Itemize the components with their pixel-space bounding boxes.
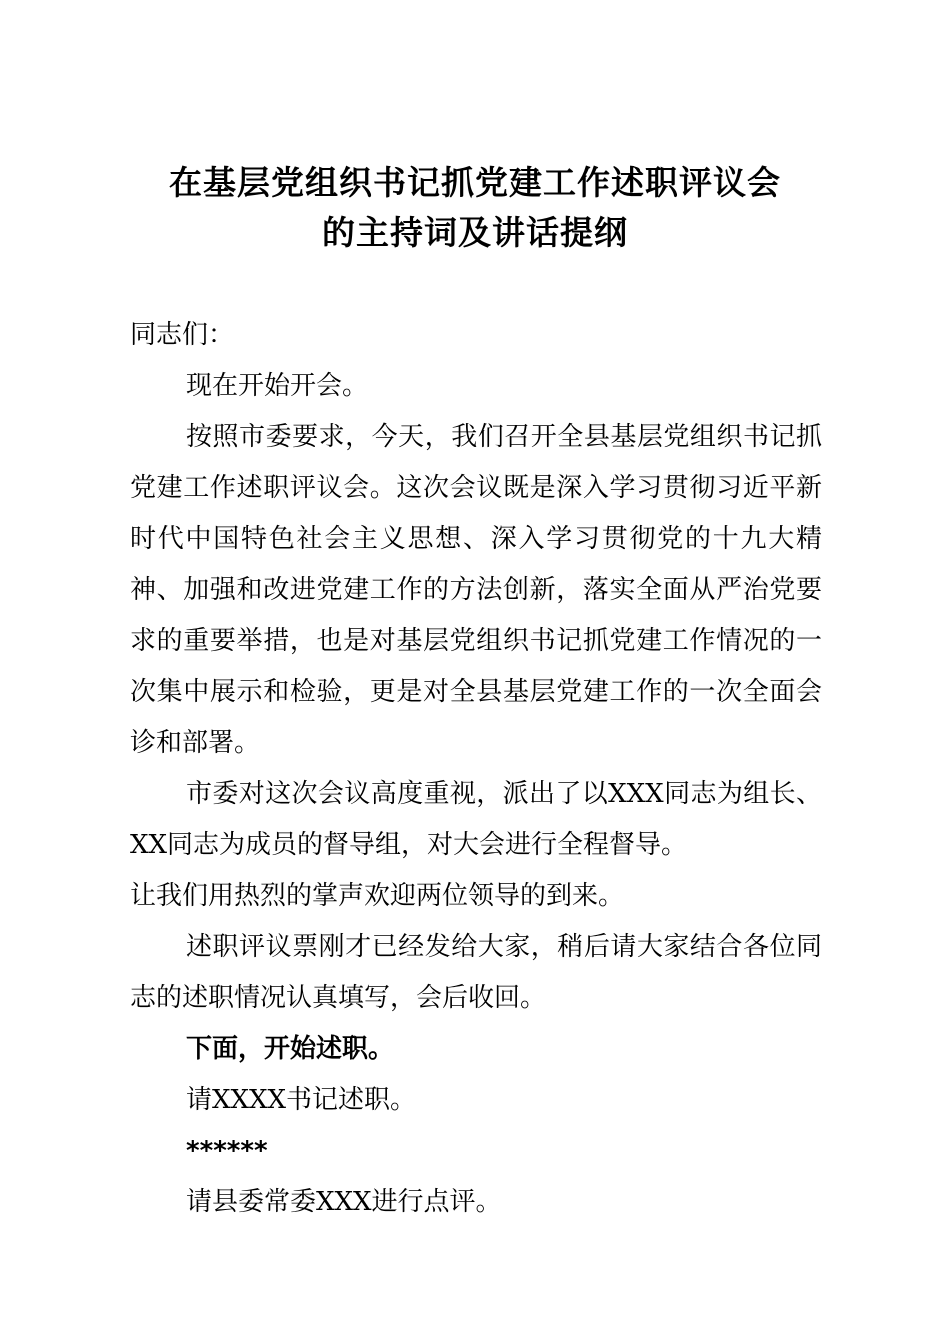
document-title-line-2: 的主持词及讲话提纲 <box>322 213 628 252</box>
paragraph-opening: 现在开始开会。 <box>186 371 369 401</box>
paragraph-request-comment: 请县委常委XXX进行点评。 <box>186 1187 502 1217</box>
salutation: 同志们： <box>130 320 235 350</box>
document-body <box>130 310 822 1228</box>
paragraph-start-report: 下面，开始述职。 <box>186 1034 395 1064</box>
paragraph-supervision: 市委对这次会议高度重视，派出了以XXX同志为组长、XX同志为成员的督导组，对大会进行全程督导。 <box>130 779 822 860</box>
paragraph-welcome: 让我们用热烈的掌声欢迎两位领导的到来。 <box>130 881 625 911</box>
paragraph-purpose: 按照市委要求，今天，我们召开全县基层党组织书记抓党建工作述职评议会。这次会议既是深入学习贯彻习近平新时代中国特色社会主义思想、深入学习贯彻党的十九大精神、加强和改进党建工作的方法创新，落实全面从严治党要求的重要举措，也是对基层党组织书记抓党建工作情况的一次集中展示和检验，更是对全县基层党建工作的一次全面会诊和部署。 <box>130 422 822 758</box>
paragraph-separator: ****** <box>186 1136 268 1166</box>
document-title-line-1: 在基层党组织书记抓党建工作述职评议会 <box>169 163 781 202</box>
paragraph-request-report: 请XXXX书记述职。 <box>186 1085 417 1115</box>
paragraph-ballot: 述职评议票刚才已经发给大家，稍后请大家结合各位同志的述职情况认真填写，会后收回。 <box>130 932 822 1013</box>
